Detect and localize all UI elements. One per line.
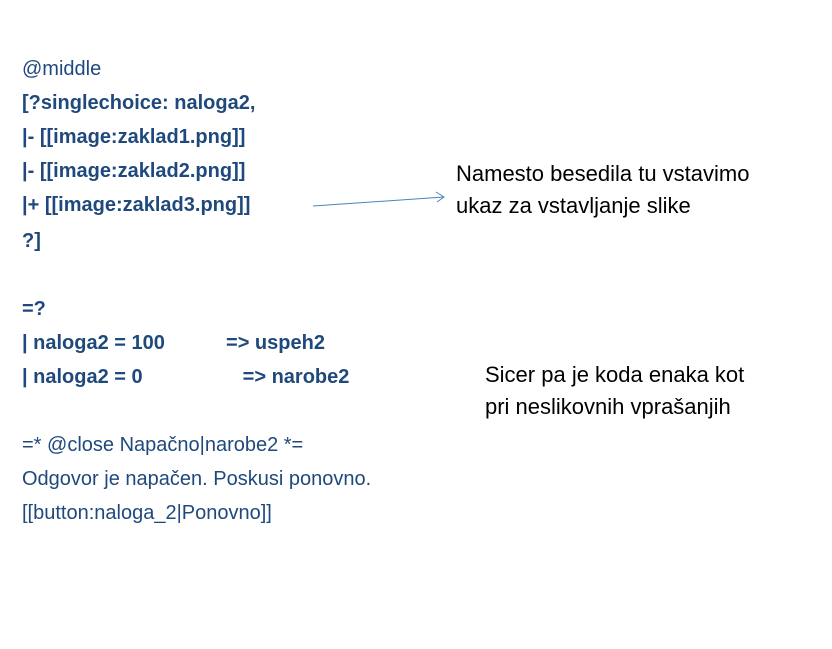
code-line-middle: @middle [22, 58, 102, 80]
code-line-feedback-text: Odgovor je napačen. Poskusi ponovno. [22, 468, 372, 490]
arrow-shaft [313, 197, 444, 206]
code-line-close-section: =* @close Napačno|narobe2 *= [22, 434, 304, 456]
image-instruction-note: Namesto besedila tu vstavimo ukaz za vstavljanje slike [456, 161, 750, 218]
code-line-condition-success: | naloga2 = 100 => uspeh2 [22, 332, 325, 354]
code-line-singlechoice: [?singlechoice: naloga2, [22, 92, 256, 114]
code-line-evaluate: =? [22, 298, 46, 320]
code-line-option-3: |+ [[image:zaklad3.png]] [22, 194, 251, 216]
code-line-close-question: ?] [22, 230, 41, 252]
code-line-button: [[button:naloga_2|Ponovno]] [22, 502, 272, 524]
code-same-note: Sicer pa je koda enaka kot pri neslikovnih vprašanjih [485, 362, 745, 419]
code-line-option-2: |- [[image:zaklad2.png]] [22, 160, 246, 182]
code-line-condition-fail: | naloga2 = 0 => narobe2 [22, 366, 350, 388]
code-line-option-1: |- [[image:zaklad1.png]] [22, 126, 246, 148]
